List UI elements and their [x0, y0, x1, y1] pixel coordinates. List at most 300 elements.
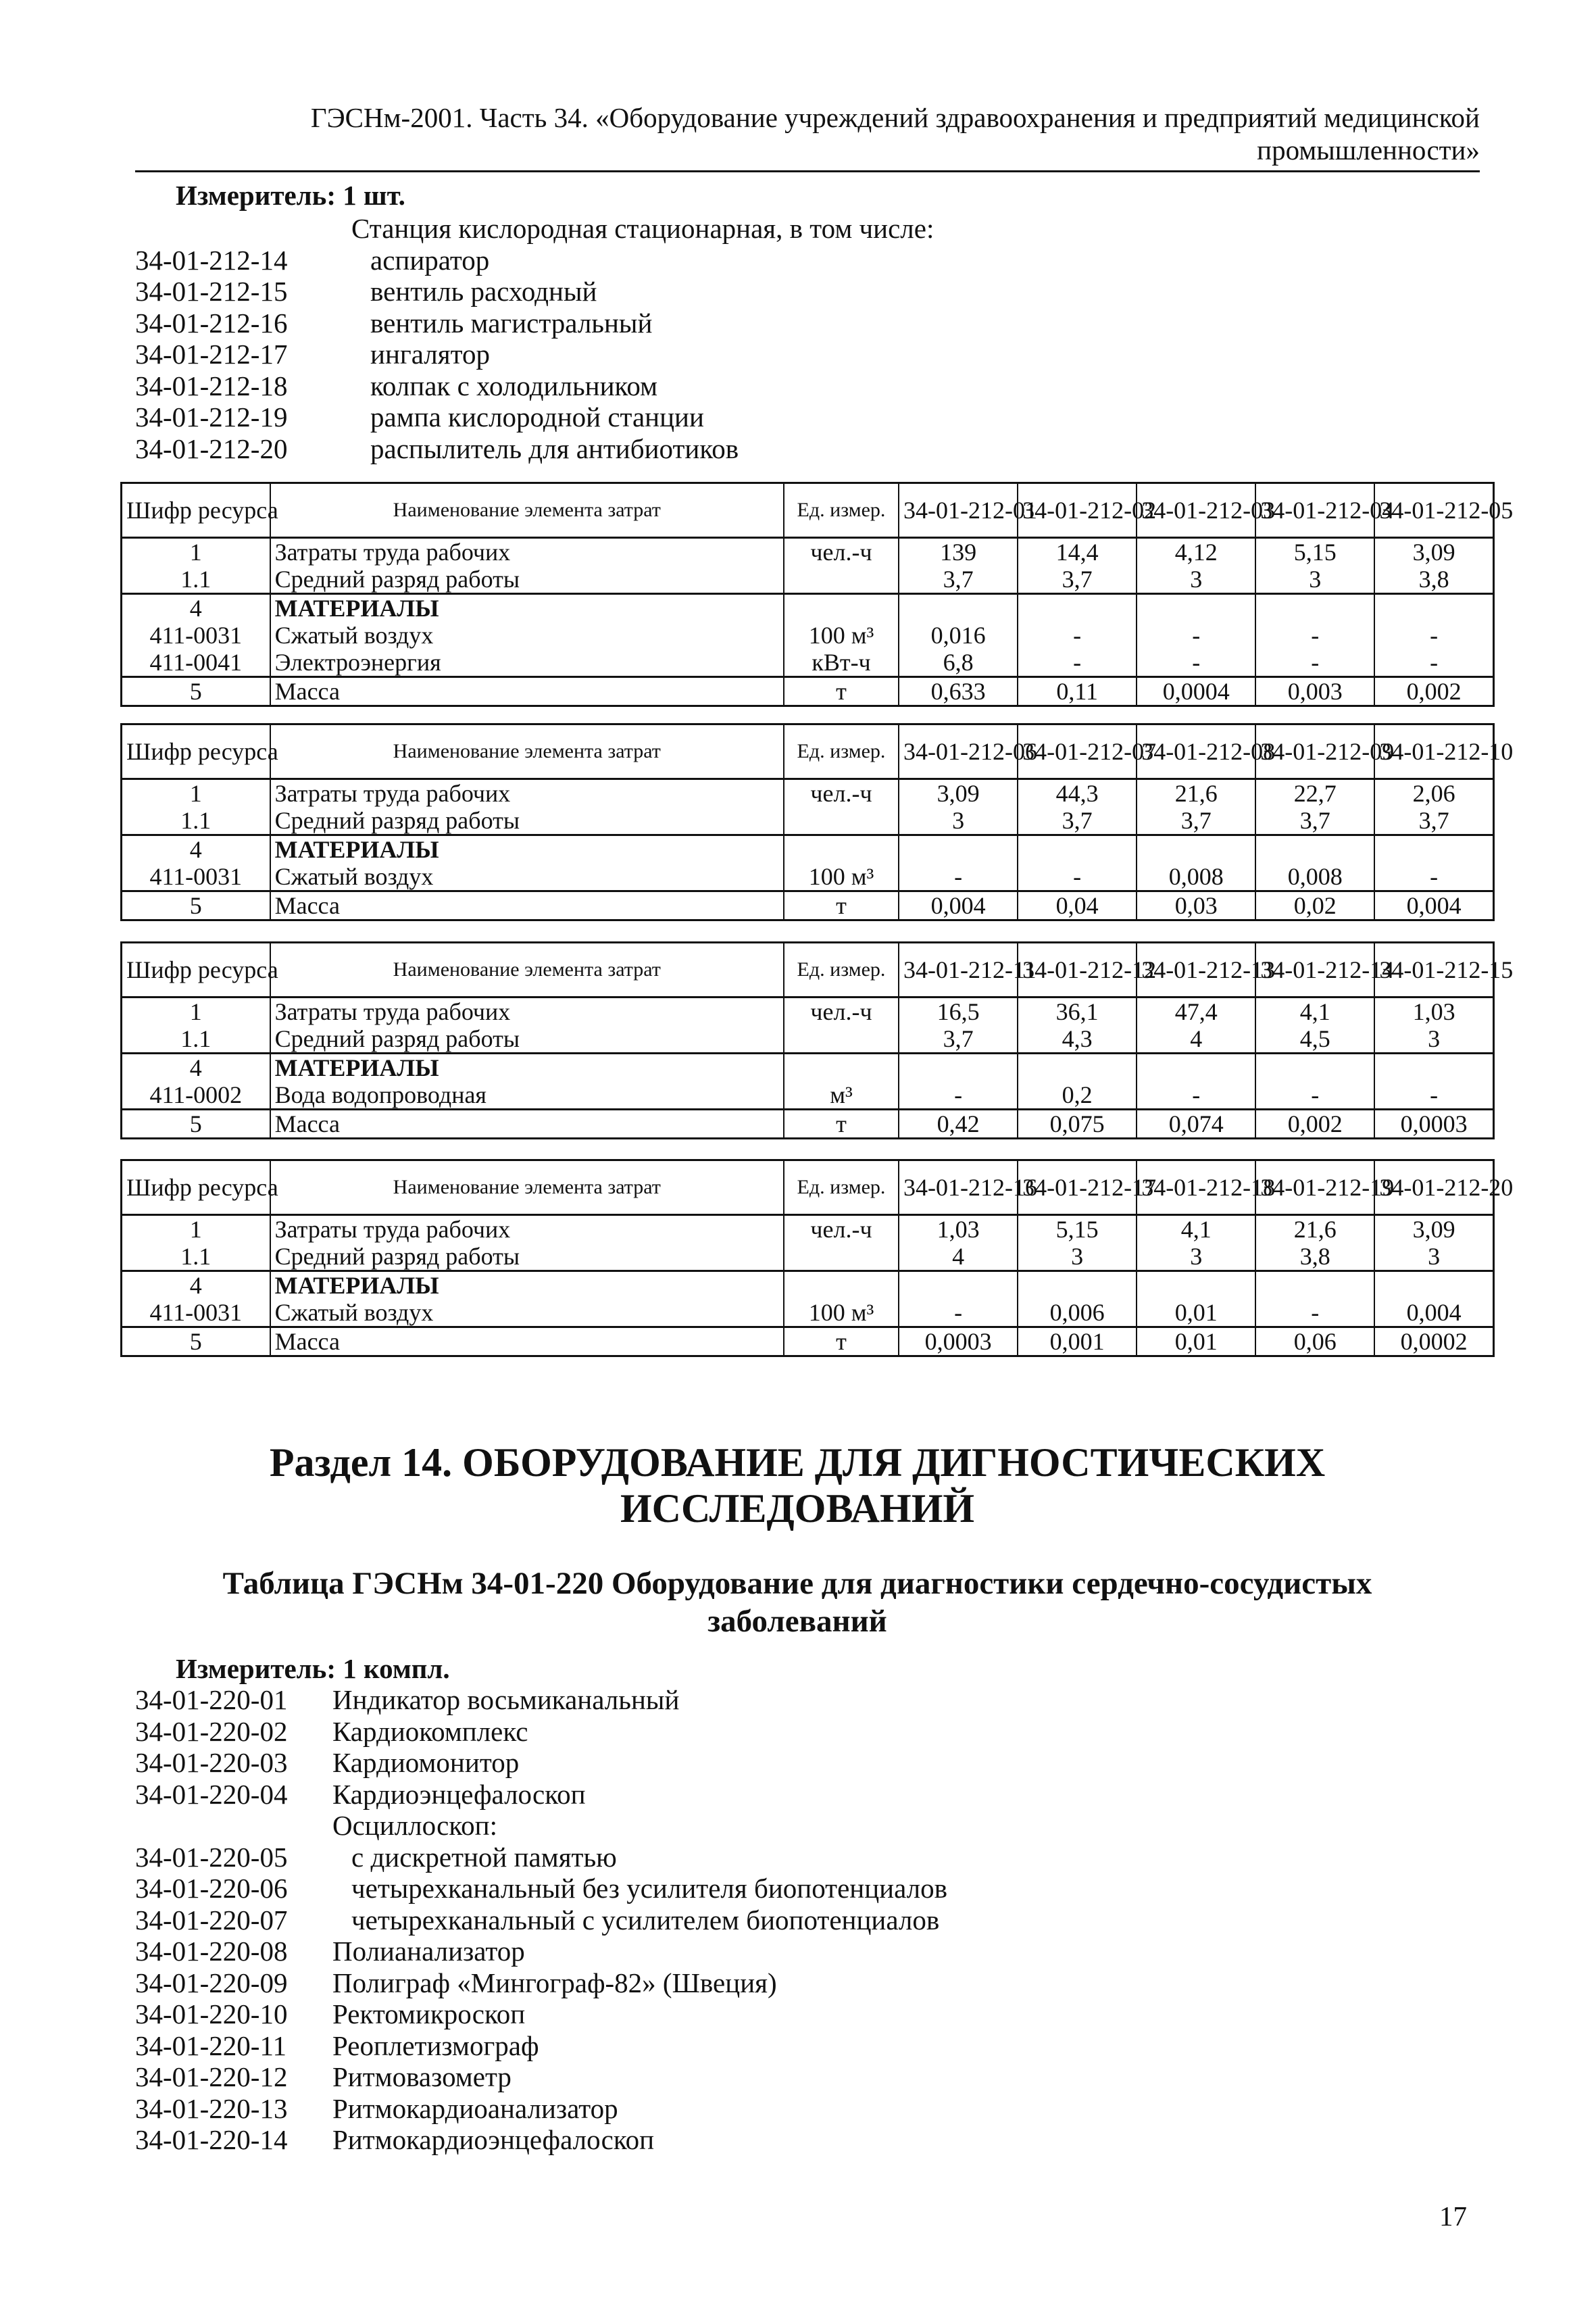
item-code: 34-01-220-05	[135, 1841, 288, 1873]
table-title	[135, 1565, 1460, 1640]
table-row	[122, 863, 1494, 891]
cell-value: 3,7	[899, 566, 1018, 594]
cell-value: -	[1018, 649, 1137, 677]
cell-value: -	[1255, 649, 1374, 677]
cell-name: Масса	[270, 891, 784, 920]
cell-value: 3	[1255, 566, 1374, 594]
table-row	[122, 649, 1494, 677]
cell-value: 0,0003	[899, 1327, 1018, 1356]
item-row	[135, 401, 1519, 433]
header-rule	[135, 170, 1480, 172]
cell-value: 3,8	[1374, 566, 1493, 594]
item-name: ингалятор	[370, 339, 490, 370]
item-code	[135, 1810, 332, 1842]
cell-value	[1137, 835, 1255, 864]
cell-value: 0,03	[1137, 891, 1255, 920]
item-row	[135, 1716, 1500, 1748]
item-name: Полиграф «Мингограф-82» (Швеция)	[332, 1967, 777, 1998]
cell-name: Средний разряд работы	[270, 1243, 784, 1271]
header-code: Шифр ресурса	[122, 1160, 270, 1215]
cell-value: 22,7	[1255, 779, 1374, 808]
header-column-code: 34-01-212-17	[1018, 1160, 1137, 1215]
header-column-code: 34-01-212-01	[899, 483, 1018, 538]
header-unit: Ед. измер.	[784, 483, 899, 538]
cell-name: МАТЕРИАЛЫ	[270, 835, 784, 864]
table-row	[122, 1081, 1494, 1110]
header-column-code: 34-01-212-06	[899, 724, 1018, 779]
cell-value: 0,006	[1018, 1299, 1137, 1327]
cell-value: 1,03	[1374, 998, 1493, 1026]
item-list-2	[135, 1684, 1500, 2156]
resource-table	[120, 723, 1514, 921]
header-column-code: 34-01-212-18	[1137, 1160, 1255, 1215]
cell-value: 44,3	[1018, 779, 1137, 808]
cell-value: 5,15	[1018, 1215, 1137, 1244]
cell-value: 47,4	[1137, 998, 1255, 1026]
resource-table	[120, 482, 1514, 707]
header-name: Наименование элемента затрат	[270, 943, 784, 998]
item-name: Кардиомонитор	[332, 1747, 520, 1778]
table-row	[122, 622, 1494, 649]
table-row	[122, 891, 1494, 920]
cell-name: Масса	[270, 1327, 784, 1356]
cell-value: 3	[1374, 1243, 1493, 1271]
cell-value: 139	[899, 538, 1018, 566]
table-row	[122, 779, 1494, 808]
section-title	[135, 1439, 1460, 1531]
item-code: 34-01-220-11	[135, 2029, 286, 2061]
cell-code: 411-0041	[122, 649, 270, 677]
cell-unit: 100 м³	[784, 863, 899, 891]
header-column-code: 34-01-212-02	[1018, 483, 1137, 538]
item-name: Осциллоскоп:	[332, 1810, 497, 1841]
table-title-line-2: заболеваний	[707, 1604, 887, 1639]
cell-unit: т	[784, 677, 899, 706]
item-row	[135, 1998, 1500, 2030]
table-header-row	[122, 483, 1494, 538]
table-row	[122, 1327, 1494, 1356]
cell-value: -	[1018, 863, 1137, 891]
cell-name: Электроэнергия	[270, 649, 784, 677]
cell-value: 21,6	[1137, 779, 1255, 808]
table-row	[122, 677, 1494, 706]
cell-value: 3	[1374, 1025, 1493, 1054]
cell-unit: чел.-ч	[784, 998, 899, 1026]
cell-unit	[784, 1054, 899, 1082]
cell-value	[1137, 1054, 1255, 1082]
measure-label-2: Измеритель: 1 компл.	[176, 1653, 450, 1684]
item-code: 34-01-212-16	[135, 307, 288, 339]
item-code: 34-01-220-14	[135, 2124, 288, 2155]
cell-value: 1,03	[899, 1215, 1018, 1244]
cell-value	[899, 1271, 1018, 1300]
item-row	[135, 245, 1519, 276]
section-title-line-2: ИССЛЕДОВАНИЙ	[620, 1486, 975, 1531]
item-code: 34-01-212-19	[135, 401, 288, 433]
page-header	[135, 101, 1480, 166]
header-unit: Ед. измер.	[784, 724, 899, 779]
item-code: 34-01-212-18	[135, 370, 288, 401]
cell-name: Масса	[270, 677, 784, 706]
item-code: 34-01-220-07	[135, 1904, 288, 1936]
cell-unit	[784, 807, 899, 835]
cell-code: 5	[122, 891, 270, 920]
item-name: четырехканальный с усилителем биопотенциалов	[351, 1904, 940, 1936]
cell-value: -	[1137, 649, 1255, 677]
item-row	[135, 370, 1519, 402]
header-column-code: 34-01-212-13	[1137, 943, 1255, 998]
table-row	[122, 538, 1494, 566]
item-name: Ритмокардиоэнцефалоскоп	[332, 2124, 655, 2155]
cell-name: Затраты труда рабочих	[270, 1215, 784, 1244]
cell-value: 4,5	[1255, 1025, 1374, 1054]
table-header-row	[122, 943, 1494, 998]
cell-value: 0,074	[1137, 1110, 1255, 1139]
cell-value	[1374, 1054, 1493, 1082]
cell-value: 3,7	[1018, 566, 1137, 594]
cell-code: 4	[122, 1054, 270, 1082]
cell-value: -	[1137, 622, 1255, 649]
cell-value	[899, 835, 1018, 864]
cell-code: 411-0031	[122, 863, 270, 891]
cell-value: 4,1	[1137, 1215, 1255, 1244]
resource-table	[120, 941, 1514, 1139]
cell-value: -	[899, 863, 1018, 891]
item-row	[135, 213, 1519, 245]
cell-value: 4,3	[1018, 1025, 1137, 1054]
cell-value: 0,001	[1018, 1327, 1137, 1356]
cell-value: 0,075	[1018, 1110, 1137, 1139]
cell-value: 4	[1137, 1025, 1255, 1054]
cell-name: Средний разряд работы	[270, 566, 784, 594]
item-row	[135, 2061, 1500, 2093]
cell-value: 0,003	[1255, 677, 1374, 706]
cell-value: 0,04	[1018, 891, 1137, 920]
cell-value	[1137, 1271, 1255, 1300]
cell-code: 5	[122, 1110, 270, 1139]
item-name: Станция кислородная стационарная, в том числе:	[351, 213, 934, 244]
header-column-code: 34-01-212-04	[1255, 483, 1374, 538]
cell-value: 5,15	[1255, 538, 1374, 566]
header-column-code: 34-01-212-05	[1374, 483, 1493, 538]
item-name: Реоплетизмограф	[332, 2029, 539, 2061]
cell-name: Затраты труда рабочих	[270, 998, 784, 1026]
cell-value: 3,7	[1374, 807, 1493, 835]
item-name: Ректомикроскоп	[332, 1998, 526, 2029]
header-column-code: 34-01-212-12	[1018, 943, 1137, 998]
cell-value: -	[1137, 1081, 1255, 1110]
cell-value: 3	[1137, 566, 1255, 594]
cell-value	[1018, 1271, 1137, 1300]
item-name: Ритмокардиоанализатор	[332, 2092, 618, 2124]
cell-unit: чел.-ч	[784, 779, 899, 808]
item-row	[135, 2124, 1500, 2156]
table-header-row	[122, 1160, 1494, 1215]
cell-code: 5	[122, 677, 270, 706]
cell-name: Сжатый воздух	[270, 863, 784, 891]
table-header-row	[122, 724, 1494, 779]
cell-code: 411-0031	[122, 1299, 270, 1327]
cell-value: -	[1374, 622, 1493, 649]
cell-value: -	[1255, 1299, 1374, 1327]
item-name: распылитель для антибиотиков	[370, 433, 739, 464]
cell-value: 2,06	[1374, 779, 1493, 808]
cell-unit: 100 м³	[784, 1299, 899, 1327]
cell-code: 1	[122, 998, 270, 1026]
cell-value: 0,002	[1255, 1110, 1374, 1139]
item-name: Индикатор восьмиканальный	[332, 1684, 680, 1715]
item-list-1	[135, 213, 1519, 464]
item-row	[135, 1873, 1500, 1904]
cell-value: 0,06	[1255, 1327, 1374, 1356]
measure-label-1: Измеритель: 1 шт.	[176, 180, 405, 211]
cell-unit	[784, 566, 899, 594]
header-code: Шифр ресурса	[122, 724, 270, 779]
cell-value: 0,004	[1374, 1299, 1493, 1327]
cell-value	[1018, 1054, 1137, 1082]
cell-value: -	[1374, 863, 1493, 891]
cell-value: 0,004	[1374, 891, 1493, 920]
header-line-2: промышленности»	[1257, 134, 1480, 166]
cell-code: 1.1	[122, 1025, 270, 1054]
item-code: 34-01-220-13	[135, 2092, 288, 2124]
header-name: Наименование элемента затрат	[270, 1160, 784, 1215]
cell-value: 0,016	[899, 622, 1018, 649]
item-code: 34-01-220-01	[135, 1684, 288, 1715]
cell-value: 3,8	[1255, 1243, 1374, 1271]
cell-code: 4	[122, 594, 270, 622]
header-column-code: 34-01-212-14	[1255, 943, 1374, 998]
cell-name: Сжатый воздух	[270, 622, 784, 649]
item-code: 34-01-212-14	[135, 244, 288, 276]
cell-name: Средний разряд работы	[270, 1025, 784, 1054]
table-row	[122, 1271, 1494, 1300]
cell-value: 0,0003	[1374, 1110, 1493, 1139]
cell-value: 0,004	[899, 891, 1018, 920]
item-code: 34-01-212-15	[135, 276, 288, 307]
cell-code: 411-0002	[122, 1081, 270, 1110]
item-name: Кардиокомплекс	[332, 1715, 528, 1747]
cell-value: -	[1018, 622, 1137, 649]
header-code: Шифр ресурса	[122, 483, 270, 538]
resource-table	[120, 1159, 1514, 1357]
item-name: рампа кислородной станции	[370, 401, 704, 433]
item-row	[135, 339, 1519, 370]
item-name: вентиль расходный	[370, 276, 597, 307]
table-row	[122, 566, 1494, 594]
cell-unit	[784, 1243, 899, 1271]
item-code: 34-01-212-17	[135, 339, 288, 370]
cell-code: 5	[122, 1327, 270, 1356]
cell-value	[1374, 594, 1493, 622]
cell-value: 0,0004	[1137, 677, 1255, 706]
item-code: 34-01-220-06	[135, 1873, 288, 1904]
item-name: колпак с холодильником	[370, 370, 658, 401]
cell-name: МАТЕРИАЛЫ	[270, 1271, 784, 1300]
item-code: 34-01-220-02	[135, 1715, 288, 1747]
cell-unit	[784, 1025, 899, 1054]
cell-value: 16,5	[899, 998, 1018, 1026]
cell-value: 0,633	[899, 677, 1018, 706]
item-code	[135, 213, 351, 245]
header-unit: Ед. измер.	[784, 1160, 899, 1215]
item-row	[135, 1747, 1500, 1779]
cell-unit: 100 м³	[784, 622, 899, 649]
item-row	[135, 1779, 1500, 1811]
cell-value: 4	[899, 1243, 1018, 1271]
cell-name: Масса	[270, 1110, 784, 1139]
item-code: 34-01-220-12	[135, 2061, 288, 2092]
header-column-code: 34-01-212-11	[899, 943, 1018, 998]
cell-value: 0,11	[1018, 677, 1137, 706]
cell-name: Сжатый воздух	[270, 1299, 784, 1327]
header-column-code: 34-01-212-19	[1255, 1160, 1374, 1215]
header-column-code: 34-01-212-08	[1137, 724, 1255, 779]
cell-value: 0,2	[1018, 1081, 1137, 1110]
cell-name: Затраты труда рабочих	[270, 538, 784, 566]
cell-value: -	[1374, 1081, 1493, 1110]
item-row	[135, 1810, 1500, 1842]
header-unit: Ед. измер.	[784, 943, 899, 998]
cell-code: 1.1	[122, 1243, 270, 1271]
item-name: Ритмовазометр	[332, 2061, 512, 2092]
header-column-code: 34-01-212-07	[1018, 724, 1137, 779]
cell-value: 0,008	[1255, 863, 1374, 891]
cell-code: 4	[122, 835, 270, 864]
item-row	[135, 2030, 1500, 2062]
cell-unit	[784, 1271, 899, 1300]
item-row	[135, 1904, 1500, 1936]
item-row	[135, 307, 1519, 339]
cell-unit: чел.-ч	[784, 1215, 899, 1244]
item-name: с дискретной памятью	[351, 1841, 617, 1873]
table-row	[122, 1215, 1494, 1244]
cell-value	[1018, 835, 1137, 864]
header-name: Наименование элемента затрат	[270, 483, 784, 538]
item-row	[135, 1842, 1500, 1873]
cell-value	[1137, 594, 1255, 622]
cell-unit: т	[784, 891, 899, 920]
item-code: 34-01-220-04	[135, 1778, 288, 1810]
item-code: 34-01-220-10	[135, 1998, 288, 2029]
header-name: Наименование элемента затрат	[270, 724, 784, 779]
header-column-code: 34-01-212-10	[1374, 724, 1493, 779]
cell-value	[1018, 594, 1137, 622]
header-column-code: 34-01-212-09	[1255, 724, 1374, 779]
table-row	[122, 807, 1494, 835]
cell-name: МАТЕРИАЛЫ	[270, 1054, 784, 1082]
cell-value: -	[1255, 1081, 1374, 1110]
cell-value: 0,008	[1137, 863, 1255, 891]
cell-value: -	[1255, 622, 1374, 649]
item-code: 34-01-212-20	[135, 433, 288, 464]
header-column-code: 34-01-212-16	[899, 1160, 1018, 1215]
cell-value: 0,42	[899, 1110, 1018, 1139]
cell-value	[899, 1054, 1018, 1082]
cell-value: 21,6	[1255, 1215, 1374, 1244]
table-row	[122, 1299, 1494, 1327]
item-name: Кардиоэнцефалоскоп	[332, 1778, 586, 1810]
cell-value	[1374, 835, 1493, 864]
table-row	[122, 835, 1494, 864]
table-row	[122, 998, 1494, 1026]
cell-value: 0,0002	[1374, 1327, 1493, 1356]
header-column-code: 34-01-212-20	[1374, 1160, 1493, 1215]
item-row	[135, 276, 1519, 307]
table-row	[122, 1025, 1494, 1054]
cell-value: 3,7	[899, 1025, 1018, 1054]
item-row	[135, 433, 1519, 465]
cell-value: 4,12	[1137, 538, 1255, 566]
cell-value	[1255, 1054, 1374, 1082]
cell-value: 3,09	[1374, 538, 1493, 566]
item-code: 34-01-220-03	[135, 1747, 288, 1778]
cell-value: 0,002	[1374, 677, 1493, 706]
cell-code: 1.1	[122, 566, 270, 594]
cell-value: 3,7	[1018, 807, 1137, 835]
cell-name: Средний разряд работы	[270, 807, 784, 835]
cell-value: 0,02	[1255, 891, 1374, 920]
page-number: 17	[1439, 2200, 1467, 2232]
item-code: 34-01-220-09	[135, 1967, 288, 1998]
cell-value: 3,7	[1255, 807, 1374, 835]
cell-value: 3	[1137, 1243, 1255, 1271]
table-row	[122, 1110, 1494, 1139]
cell-value: 3,09	[1374, 1215, 1493, 1244]
header-line-1: ГЭСНм-2001. Часть 34. «Оборудование учреждений здравоохранения и предприятий медицинской	[310, 102, 1480, 133]
cell-unit: чел.-ч	[784, 538, 899, 566]
cell-value: 0,01	[1137, 1299, 1255, 1327]
cell-value: 36,1	[1018, 998, 1137, 1026]
cell-value: 3,09	[899, 779, 1018, 808]
cell-value: 3	[1018, 1243, 1137, 1271]
header-column-code: 34-01-212-15	[1374, 943, 1493, 998]
cell-name: Затраты труда рабочих	[270, 779, 784, 808]
cell-value: -	[899, 1299, 1018, 1327]
cell-value: 3	[899, 807, 1018, 835]
table-row	[122, 1054, 1494, 1082]
cell-code: 411-0031	[122, 622, 270, 649]
table-row	[122, 594, 1494, 622]
item-row	[135, 1967, 1500, 1999]
cell-unit	[784, 835, 899, 864]
cell-code: 1	[122, 1215, 270, 1244]
cell-value	[1255, 594, 1374, 622]
cell-unit: т	[784, 1327, 899, 1356]
cell-unit	[784, 594, 899, 622]
table-row	[122, 1243, 1494, 1271]
item-name: Полианализатор	[332, 1936, 525, 1967]
cell-unit: т	[784, 1110, 899, 1139]
cell-name: МАТЕРИАЛЫ	[270, 594, 784, 622]
header-column-code: 34-01-212-03	[1137, 483, 1255, 538]
section-title-line-1: Раздел 14. ОБОРУДОВАНИЕ ДЛЯ ДИГНОСТИЧЕСКИХ	[269, 1440, 1326, 1485]
cell-value: 6,8	[899, 649, 1018, 677]
cell-value: 4,1	[1255, 998, 1374, 1026]
cell-value	[1255, 1271, 1374, 1300]
item-row	[135, 1936, 1500, 1967]
cell-code: 1.1	[122, 807, 270, 835]
cell-code: 1	[122, 538, 270, 566]
cell-unit: м³	[784, 1081, 899, 1110]
cell-value	[899, 594, 1018, 622]
header-code: Шифр ресурса	[122, 943, 270, 998]
cell-value: 0,01	[1137, 1327, 1255, 1356]
cell-value: 3,7	[1137, 807, 1255, 835]
cell-name: Вода водопроводная	[270, 1081, 784, 1110]
cell-code: 4	[122, 1271, 270, 1300]
cell-value: 14,4	[1018, 538, 1137, 566]
